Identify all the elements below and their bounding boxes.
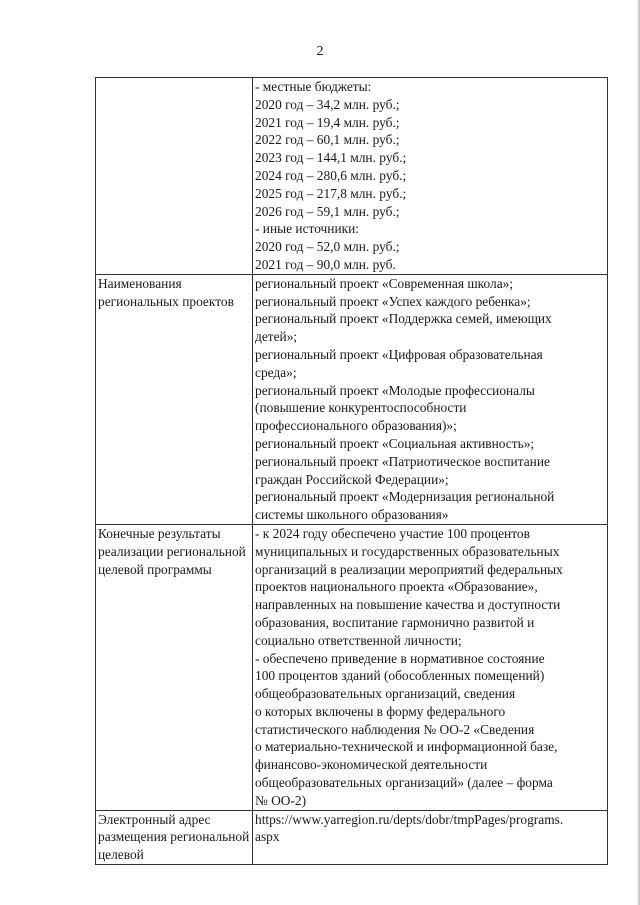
text-line: - обеспечено приведение в нормативное состояние [255,650,545,666]
text-line: региональный проект «Модернизация региональной [255,489,555,505]
text-line: 2021 год – 19,4 млн. руб.; [255,114,400,130]
text-line: 2023 год – 144,1 млн. руб.; [255,150,407,166]
text-line: 2025 год – 217,8 млн. руб.; [255,185,407,201]
program-url-cell [253,810,608,864]
text-line: среда»; [255,364,297,380]
text-line: образования, воспитание гармонично развитой и [255,614,535,630]
text-line: (повышение конкурентоспособности [255,400,467,416]
text-line: 2024 год – 280,6 млн. руб.; [255,167,407,183]
row-label-cell: Наименования региональных проектов [96,274,253,524]
text-line: организаций в реализации мероприятий федеральных [255,561,563,577]
funding-sources-cell [253,78,608,275]
text-line: детей»; [255,329,298,345]
url-line: aspx [255,829,280,845]
text-line: граждан Российской Федерации»; [255,471,449,487]
text-line: муниципальных и государственных образовательных [255,543,560,559]
text-line: общеобразовательных организаций, сведения [255,686,516,702]
table-row [96,78,608,275]
text-line: региональный проект «Молодые профессионалы [255,382,535,398]
text-line: региональный проект «Цифровая образовательная [255,346,543,362]
text-line: № ОО-2) [255,792,307,808]
text-line: о которых включены в форму федерального [255,703,506,719]
text-line: 2020 год – 52,0 млн. руб.; [255,239,400,255]
text-line: общеобразовательных организаций» (далее – форма [255,775,553,791]
text-line: региональный проект «Поддержка семей, имеющих [255,311,552,327]
table-row [96,524,608,810]
text-line: - иные источники: [255,221,360,237]
regional-projects-cell [253,274,608,524]
url-line: https://www.yarregion.ru/depts/dobr/tmpPages/programs. [255,811,564,827]
text-line: - местные бюджеты: [255,79,372,94]
text-line: 100 процентов зданий (обособленных помещений) [255,668,545,684]
text-line: направленных на повышение качества и доступности [255,597,561,613]
text-line: 2022 год – 60,1 млн. руб.; [255,132,400,148]
table-row [96,810,608,864]
text-line: региональный проект «Современная школа»; [255,275,514,291]
program-passport-table [95,77,608,865]
text-line: 2021 год – 90,0 млн. руб. [255,256,396,272]
text-line: проектов национального проекта «Образование», [255,579,538,595]
text-line: - к 2024 году обеспечено участие 100 процентов [255,525,530,541]
row-label-cell: Электронный адрес размещения региональной целевой [96,810,253,864]
text-line: о материально-технической и информационной базе, [255,739,558,755]
text-line: 2020 год – 34,2 млн. руб.; [255,96,400,112]
row-label-cell [96,78,253,275]
row-label-cell: Конечные результаты реализации региональной целевой программы [96,524,253,810]
text-line: системы школьного образования» [255,507,449,523]
page-number: 2 [316,44,324,59]
text-line: региональный проект «Успех каждого ребенка»; [255,293,531,309]
text-line: профессионального образования)»; [255,418,457,434]
text-line: статистического наблюдения № ОО-2 «Сведения [255,721,535,737]
text-line: социально ответственной личности; [255,632,462,648]
final-results-cell [253,524,608,810]
text-line: региональный проект «Патриотическое воспитание [255,453,550,469]
text-line: 2026 год – 59,1 млн. руб.; [255,203,400,219]
text-line: региональный проект «Социальная активность»; [255,435,535,451]
text-line: финансово-экономической деятельности [255,757,488,773]
table-row [96,274,608,524]
